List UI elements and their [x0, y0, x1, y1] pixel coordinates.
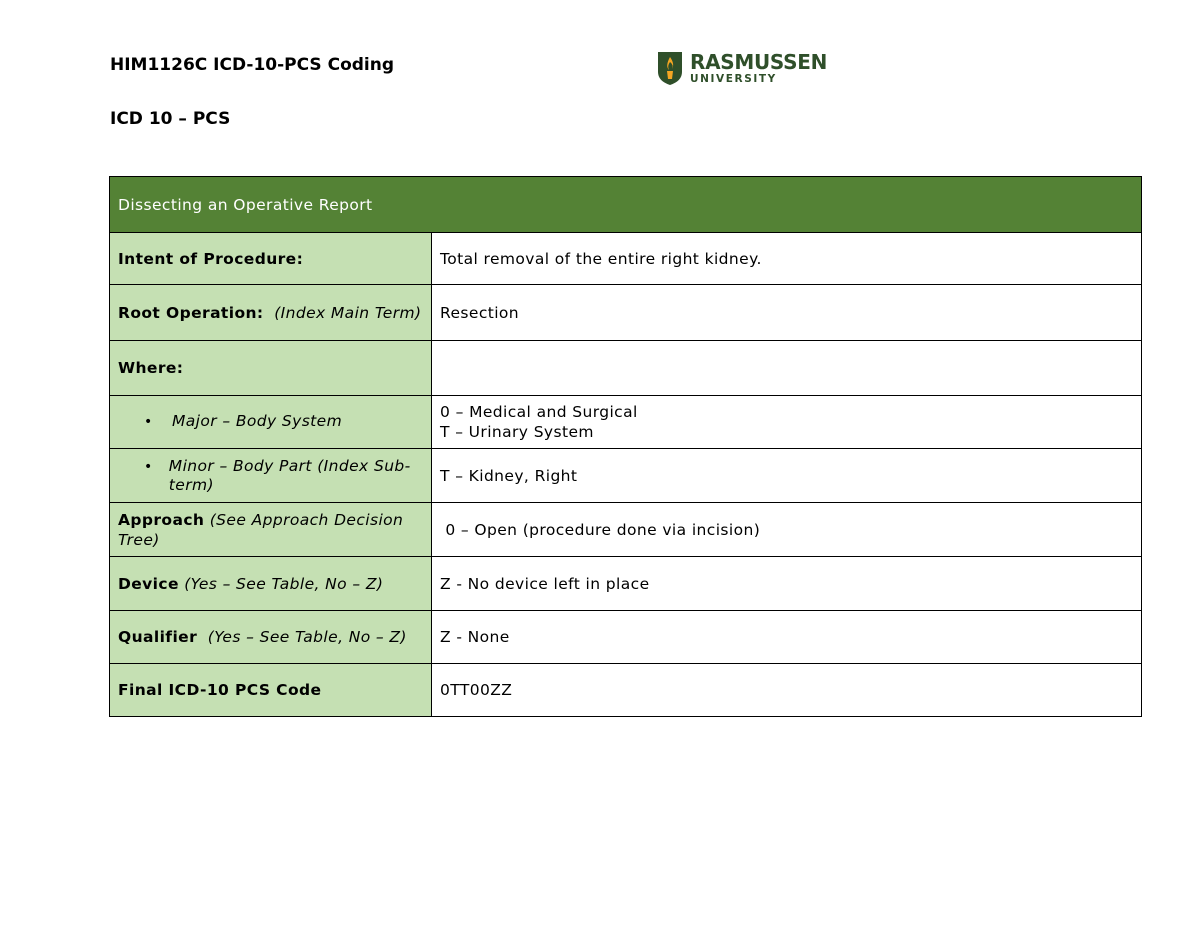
table-header: Dissecting an Operative Report: [110, 177, 1142, 233]
major-body-system-label: [110, 396, 432, 449]
table-header-row: [110, 177, 1142, 233]
root-operation-value: Resection: [432, 285, 1142, 341]
qualifier-value: Z - None: [432, 611, 1142, 664]
bullet-icon: •: [144, 458, 153, 475]
qualifier-note: (Yes – See Table, No – Z): [207, 628, 407, 646]
minor-label-text: Minor – Body Part (Index Sub-term): [168, 456, 411, 494]
bullet-icon: •: [144, 414, 153, 430]
intent-label: Intent of Procedure:: [110, 233, 432, 285]
root-operation-note: (Index Main Term): [274, 303, 422, 322]
table-row: [110, 664, 1142, 717]
torch-shield-icon: [657, 50, 683, 86]
table-row: [110, 449, 1142, 503]
table-row: [110, 341, 1142, 396]
root-operation-label: [110, 285, 432, 341]
major-label-text: Major – Body System: [172, 412, 343, 430]
operative-report-table: [109, 176, 1142, 717]
approach-label-text: Approach: [118, 510, 205, 529]
final-code-value: 0TT00ZZ: [432, 664, 1142, 717]
minor-body-part-value: T – Kidney, Right: [432, 449, 1142, 503]
table-row: [110, 285, 1142, 341]
device-label-text: Device: [118, 574, 179, 593]
table-row: [110, 396, 1142, 449]
device-note: (Yes – See Table, No – Z): [184, 574, 384, 593]
section-value: 0 – Medical and Surgical: [440, 403, 638, 421]
table-row: [110, 557, 1142, 611]
device-label: [110, 557, 432, 611]
approach-value: 0 – Open (procedure done via incision): [432, 503, 1142, 557]
qualifier-label: [110, 611, 432, 664]
root-operation-label-text: Root Operation:: [118, 303, 264, 322]
qualifier-label-text: Qualifier: [118, 628, 198, 646]
minor-body-part-label: [110, 449, 432, 503]
table-row: [110, 503, 1142, 557]
document-subtitle: ICD 10 – PCS: [110, 109, 231, 129]
final-code-label: Final ICD-10 PCS Code: [110, 664, 432, 717]
logo-subtext: UNIVERSITY: [690, 72, 777, 85]
where-value: [432, 341, 1142, 396]
table-row: [110, 611, 1142, 664]
major-body-system-value: [432, 396, 1142, 449]
logo-name: RASMUSSEN: [690, 49, 828, 74]
approach-note: (See Approach Decision Tree): [118, 510, 404, 549]
body-system-value: T – Urinary System: [440, 423, 594, 441]
course-title: HIM1126C ICD-10-PCS Coding: [110, 55, 395, 75]
university-logo: [657, 50, 827, 86]
intent-value: Total removal of the entire right kidney.: [432, 233, 1142, 285]
where-label: Where:: [110, 341, 432, 396]
table-row: [110, 233, 1142, 285]
approach-label: [110, 503, 432, 557]
device-value: Z - No device left in place: [432, 557, 1142, 611]
